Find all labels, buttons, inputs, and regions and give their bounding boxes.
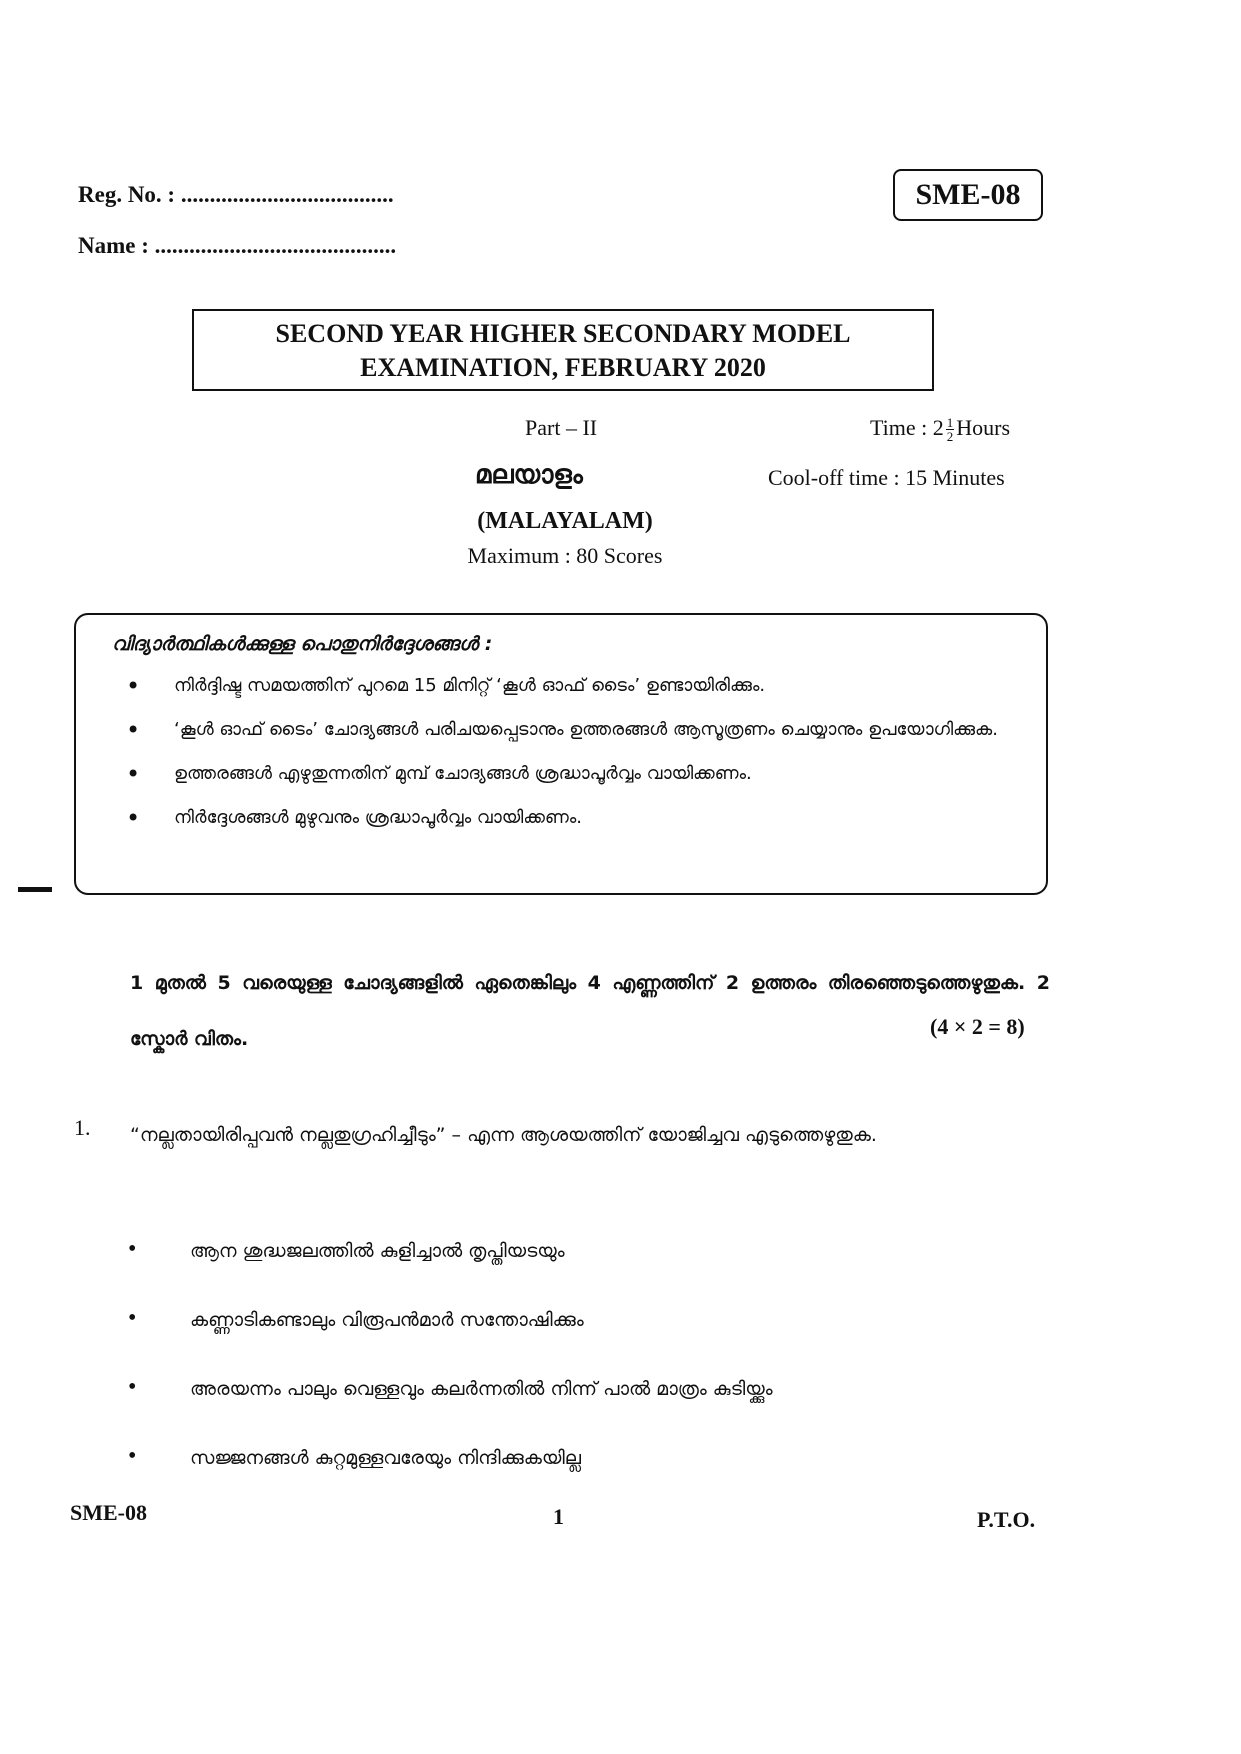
- instructions-heading: വിദ്യാർത്ഥികൾക്കുള്ള പൊതുനിർദ്ദേശങ്ങൾ :: [112, 633, 493, 655]
- instructions-box: [74, 613, 1048, 895]
- paper-code-badge: SME-08: [893, 169, 1043, 221]
- time-fraction-denominator: 2: [946, 429, 954, 445]
- time-label: [870, 415, 1010, 443]
- bullet-icon: •: [128, 1305, 137, 1331]
- exam-title-line-2: EXAMINATION, FEBRUARY 2020: [360, 353, 766, 382]
- part-label: Part – II: [525, 415, 598, 440]
- instructions-list: [116, 671, 1016, 847]
- time-prefix: Time : 2: [870, 415, 944, 440]
- time-suffix: Hours: [956, 415, 1011, 440]
- bullet-icon: •: [128, 1374, 137, 1400]
- please-turn-over-label: P.T.O.: [977, 1507, 1036, 1532]
- question-option: അരയന്നം പാലും വെള്ളവും കലർന്നതിൽ നിന്ന് പാൽ മാത്രം കുടിയ്ക്കും: [190, 1378, 773, 1400]
- instruction-item: • ‘കൂൾ ഓഫ് ടൈം’ ചോദ്യങ്ങൾ പരിചയപ്പെടാനും ഉത്തരങ്ങൾ ആസൂത്രണം ചെയ്യാനും ഉപയോഗിക്കുക.: [116, 715, 1016, 745]
- question-option: കണ്ണാടികണ്ടാലും വിരൂപൻമാർ സന്തോഷിക്കും: [190, 1309, 584, 1331]
- exam-title-line-1: SECOND YEAR HIGHER SECONDARY MODEL: [275, 319, 851, 348]
- bullet-icon: •: [128, 1443, 137, 1469]
- cool-off-time-label: Cool-off time : 15 Minutes: [768, 465, 1005, 490]
- time-fraction-numerator: 1: [946, 415, 954, 431]
- maximum-score-label: Maximum : 80 Scores: [467, 543, 663, 568]
- page-number: 1: [553, 1504, 564, 1529]
- subject-malayalam-title: മലയാളം: [475, 460, 583, 490]
- time-fraction: [946, 416, 955, 443]
- instruction-item: • ഉത്തരങ്ങൾ എഴുതുന്നതിന് മുമ്പ് ചോദ്യങ്ങൾ ശ്രദ്ധാപൂർവ്വം വായിക്കണം.: [116, 759, 1016, 789]
- reg-no-field: Reg. No. : .....................................: [78, 182, 394, 207]
- subject-english-title: (MALAYALAM): [477, 508, 653, 534]
- exam-title-box: [192, 309, 934, 391]
- question-number: 1.: [74, 1115, 91, 1140]
- footer-paper-code: SME-08: [70, 1500, 147, 1525]
- question-option: സജ്ജനങ്ങൾ കുറ്റമുള്ളവരേയും നിന്ദിക്കുകയില്ല: [190, 1447, 581, 1469]
- question-option: ആന ശുദ്ധജലത്തിൽ കുളിച്ചാൽ തൃപ്തിയടയും: [190, 1240, 565, 1262]
- margin-mark: [18, 887, 52, 892]
- name-field: Name : ..........................................: [78, 233, 397, 258]
- bullet-icon: •: [128, 1236, 137, 1262]
- question-text: “നല്ലതായിരിപ്പവൻ നല്ലതുഗ്രഹിച്ചീടും” – എന്ന ആശയത്തിന് യോജിച്ചവ എടുത്തെഴുതുക.: [130, 1124, 877, 1146]
- instruction-item: • നിർദ്ദിഷ്ട സമയത്തിന് പുറമെ 15 മിനിറ്റ് ‘കൂൾ ഓഫ് ടൈം’ ഉണ്ടായിരിക്കും.: [116, 671, 1016, 701]
- section-score: (4 × 2 = 8): [930, 1014, 1025, 1039]
- instruction-item: • നിർദ്ദേശങ്ങൾ മുഴുവനും ശ്രദ്ധാപൂർവ്വം വായിക്കണം.: [116, 803, 1016, 833]
- section-instruction: 1 മുതൽ 5 വരെയുള്ള ചോദ്യങ്ങളിൽ ഏതെങ്കിലും 4 എണ്ണത്തിന് 2 ഉത്തരം തിരഞ്ഞെടുത്തെഴുതുക. 2 സ്കോർ വിതം.: [130, 972, 1050, 1050]
